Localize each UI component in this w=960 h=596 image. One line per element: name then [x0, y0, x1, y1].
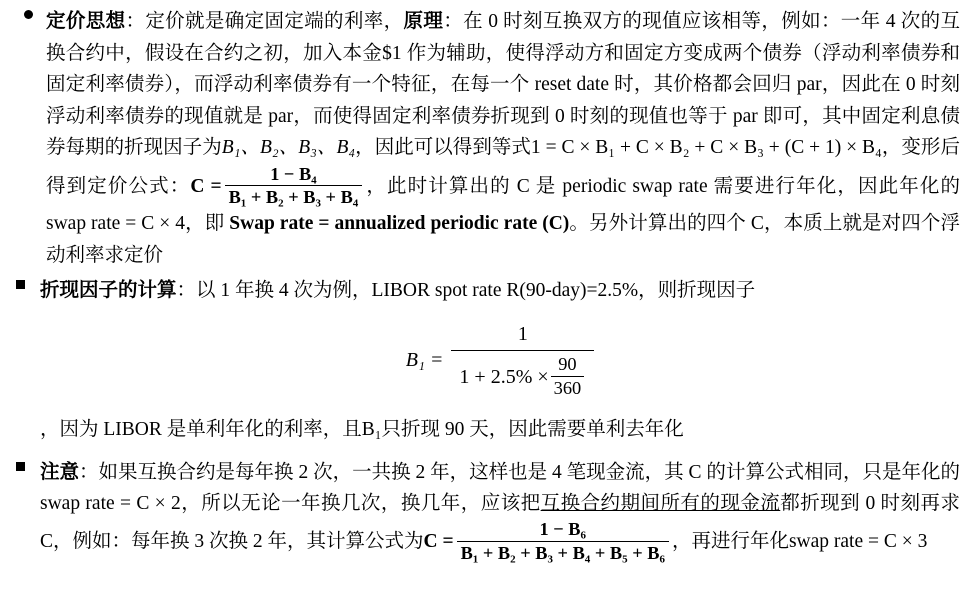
- list-item-pricing-idea: [0, 6, 960, 271]
- pricing-idea-text-2: ：在 0 时刻互换双方的现值应该相等，例如：一年 4 次的互换合约中，假设在合约之初，加入本金$1 作为辅助，使得浮动方和固定方变成两个债券（浮动利率债券和固定利率债券），而浮动利率债券有一个特征，在每一个 reset date 时，其价格都会回归 par，因此在 0 时刻浮动利率债券的现值就是 par，而使得固定利率债券折现到 0 时刻的现值也等于 par 即可，其中固定利息债券每期的折现因子为: [46, 11, 960, 159]
- square-bullet-icon-2: [16, 462, 25, 471]
- note-text-1: ：如果互换合约是每年换 2 次，一共换 2 年，这样也是 4 笔现金流，其 C 的计算公式相同，只是年化的swap rate = C × 2，所以无论一年换几次，换几年，应该把: [40, 461, 960, 514]
- discount-factor-paragraph-2: ，因为 LIBOR 是单利年化的利率，且B₁只折现 90 天，因此需要单利去年化: [40, 418, 684, 440]
- pricing-bold-result: Swap rate = annualized periodic rate (C): [229, 212, 570, 234]
- pricing-idea-text-6: 。另外计算出的四个 C，本质上就是对四个浮动利率求定价: [46, 212, 960, 266]
- note-formula-denominator: B₁ + B₂ + B₃ + B₄ + B₅ + B₆: [457, 541, 669, 564]
- pricing-idea-heading: 定价思想: [46, 11, 126, 32]
- note-heading: 注意: [40, 461, 80, 483]
- document-page: [0, 6, 960, 596]
- note-text-2: 都折现到 0 时刻再求 C，例如：每年换 3 次换 2 年，其计算公式为: [40, 492, 960, 553]
- pricing-idea-text-4: ，变形后得到定价公式：: [46, 137, 960, 198]
- pricing-idea-paragraph: [46, 6, 960, 271]
- pricing-idea-text-5: ，此时计算出的 C 是 periodic swap rate 需要进行年化，因此年化的swap rate = C × 4，即: [46, 176, 960, 234]
- denominator-prefix: 1 + 2.5% ×: [459, 366, 549, 389]
- note-formula-fraction: [457, 519, 669, 563]
- round-bullet-icon: [24, 10, 33, 19]
- pricing-idea-factors: B₁、B₂、B₃、B₄: [221, 137, 356, 159]
- denominator-nested-fraction: [551, 354, 585, 399]
- note-formula-lhs: C =: [423, 531, 454, 553]
- pricing-formula-fraction: [225, 164, 363, 208]
- display-equation-numerator: 1: [517, 323, 528, 346]
- discount-factor-heading: 折现因子的计算: [40, 280, 177, 302]
- display-equation-lhs: B₁ =: [405, 349, 444, 372]
- note-text-3: ，再进行年化swap rate = C × 3: [671, 531, 928, 553]
- pricing-formula-lhs: C =: [190, 176, 222, 198]
- discount-factor-text-1: ：以 1 年换 4 次为例，LIBOR spot rate R(90-day)=2.5%，则折现因子: [176, 280, 756, 302]
- list-item-note: [0, 457, 960, 563]
- denominator-frac-den: 360: [551, 376, 585, 399]
- discount-factor-paragraph: [40, 275, 960, 306]
- pricing-formula-denominator: B₁ + B₂ + B₃ + B₄: [225, 185, 363, 208]
- pricing-idea-heading-2: 原理: [403, 11, 444, 32]
- square-bullet-icon: [16, 280, 25, 289]
- pricing-formula-numerator: 1 − B₄: [270, 163, 317, 184]
- note-paragraph: [40, 457, 960, 563]
- discount-factor-display-equation: [40, 322, 960, 399]
- note-formula-numerator: 1 − B₆: [539, 519, 587, 540]
- pricing-idea-text-3: ，因此可以得到等式: [355, 137, 531, 159]
- display-equation-fraction: [451, 322, 594, 399]
- display-equation-denominator: [451, 350, 594, 399]
- pricing-idea-equation-inline: 1 = C × B₁ + C × B₂ + C × B₃ + (C + 1) × B₄: [530, 137, 882, 159]
- list-item-discount-factor: [0, 275, 960, 445]
- display-equation: [406, 322, 594, 399]
- denominator-frac-num: 90: [558, 354, 577, 375]
- note-underlined-text: 互换合约期间所有的现金流: [540, 492, 781, 514]
- pricing-idea-text-1: ：定价就是确定固定端的利率，: [125, 11, 404, 32]
